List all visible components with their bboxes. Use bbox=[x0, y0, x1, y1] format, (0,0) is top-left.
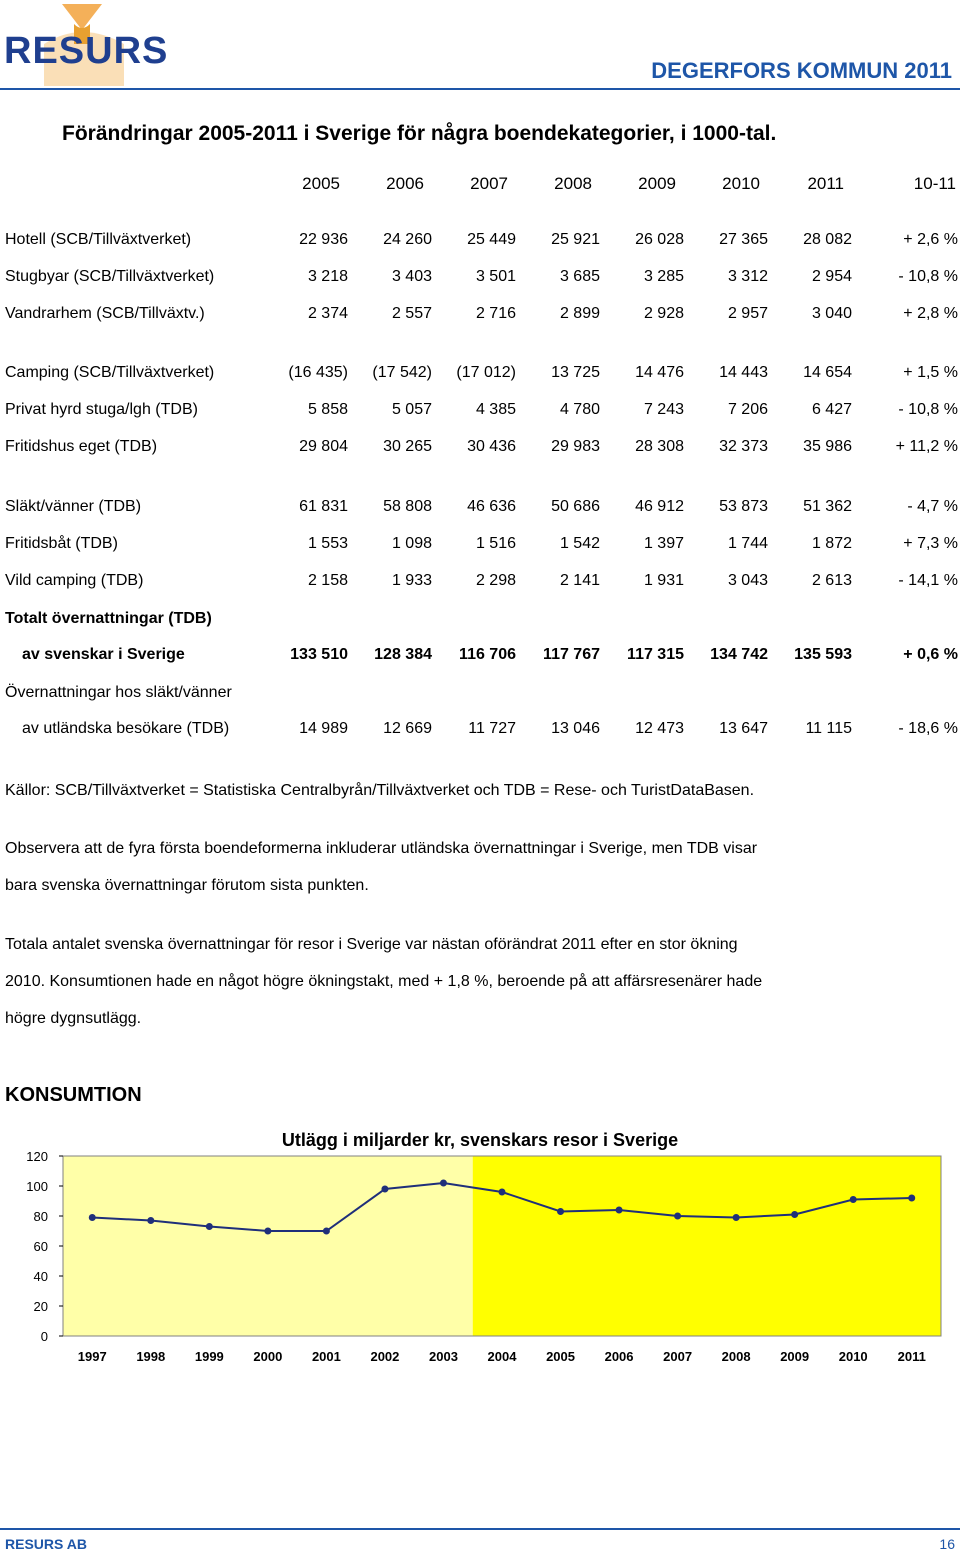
cell-value: 3 043 bbox=[727, 572, 768, 589]
cell-value: 135 593 bbox=[794, 646, 852, 663]
paragraph2-line3: högre dygnsutlägg. bbox=[5, 1010, 142, 1027]
y-tick-label: 0 bbox=[40, 1329, 48, 1344]
footer-rule bbox=[0, 1528, 960, 1530]
cell-value: 3 403 bbox=[391, 268, 432, 285]
cell-value: 51 362 bbox=[803, 498, 852, 515]
x-tick-label: 2005 bbox=[546, 1349, 575, 1364]
cell-value: 13 647 bbox=[719, 720, 768, 737]
data-point bbox=[89, 1214, 96, 1221]
page-number: 16 bbox=[939, 1536, 955, 1552]
row-label: Släkt/vänner (TDB) bbox=[5, 498, 142, 515]
x-tick-label: 2002 bbox=[370, 1349, 400, 1364]
year-header: 2010 bbox=[722, 174, 760, 193]
cell-value: 7 206 bbox=[727, 401, 768, 418]
paragraph1-line2: bara svenska övernattningar förutom sista punkten. bbox=[5, 877, 369, 894]
change-value: + 1,5 % bbox=[903, 364, 958, 381]
header-rule bbox=[0, 88, 960, 90]
cell-value: 2 957 bbox=[727, 305, 768, 322]
foreign-heading-label: Övernattningar hos släkt/vänner bbox=[5, 684, 232, 701]
data-point bbox=[264, 1228, 271, 1235]
cell-value: 2 716 bbox=[475, 305, 516, 322]
data-point bbox=[616, 1207, 623, 1214]
change-value: - 4,7 % bbox=[907, 498, 958, 515]
cell-value: 28 082 bbox=[803, 231, 852, 248]
cell-value: 1 553 bbox=[307, 535, 348, 552]
change-value: + 7,3 % bbox=[903, 535, 958, 552]
cell-value: 2 141 bbox=[559, 572, 600, 589]
year-header: 2008 bbox=[554, 174, 592, 193]
cell-value: 3 285 bbox=[643, 268, 684, 285]
cell-value: 28 308 bbox=[635, 438, 684, 455]
row-label: Fritidsbåt (TDB) bbox=[5, 535, 118, 552]
table-row bbox=[0, 268, 960, 290]
row-label: av svenskar i Sverige bbox=[22, 646, 185, 663]
cell-value: 1 397 bbox=[643, 535, 684, 552]
plot-background-left bbox=[63, 1156, 473, 1336]
cell-value: 2 557 bbox=[391, 305, 432, 322]
data-point bbox=[557, 1208, 564, 1215]
year-header: 2006 bbox=[386, 174, 424, 193]
cell-value: 6 427 bbox=[811, 401, 852, 418]
foreign-heading bbox=[0, 684, 960, 706]
table-row bbox=[0, 646, 960, 668]
total-heading bbox=[0, 610, 960, 632]
row-label: Privat hyrd stuga/lgh (TDB) bbox=[5, 401, 198, 418]
x-tick-label: 2000 bbox=[253, 1349, 283, 1364]
cell-value: 117 315 bbox=[627, 646, 684, 663]
footer-company: RESURS AB bbox=[5, 1536, 87, 1552]
cell-value: 1 744 bbox=[727, 535, 768, 552]
cell-value: 1 098 bbox=[391, 535, 432, 552]
cell-value: 3 040 bbox=[811, 305, 852, 322]
x-tick-label: 2008 bbox=[721, 1349, 751, 1364]
chart-title: Utlägg i miljarder kr, svenskars resor i Sverige bbox=[281, 1130, 679, 1150]
cell-value: 30 265 bbox=[383, 438, 432, 455]
row-label: Hotell (SCB/Tillväxtverket) bbox=[5, 231, 192, 248]
year-header: 2009 bbox=[638, 174, 676, 193]
cell-value: 134 742 bbox=[710, 646, 768, 663]
cell-value: 32 373 bbox=[719, 438, 768, 455]
paragraph2-line2: 2010. Konsumtionen hade en något högre ökningstakt, med + 1,8 %, beroende på att affärsresenärer hade bbox=[5, 973, 763, 990]
cell-value: 29 804 bbox=[299, 438, 348, 455]
cell-value: 13 725 bbox=[551, 364, 600, 381]
paragraph1-line1: Observera att de fyra första boendeformerna inkluderar utländska övernattningar i Sverige, men TDB visar bbox=[5, 840, 758, 857]
row-label: av utländska besökare (TDB) bbox=[22, 720, 230, 737]
cell-value: 3 218 bbox=[307, 268, 348, 285]
change-value: - 10,8 % bbox=[898, 401, 958, 418]
header-title: DEGERFORS KOMMUN 2011 bbox=[651, 58, 952, 83]
cell-value: 14 476 bbox=[635, 364, 684, 381]
cell-value: 35 986 bbox=[803, 438, 852, 455]
table-row bbox=[0, 720, 960, 742]
row-label: Vild camping (TDB) bbox=[5, 572, 144, 589]
cell-value: 1 933 bbox=[391, 572, 432, 589]
sources-text: Källor: SCB/Tillväxtverket = Statistiska Centralbyrån/Tillväxtverket och TDB = Rese- och TuristDataBasen. bbox=[5, 782, 755, 799]
change-value: + 2,8 % bbox=[903, 305, 958, 322]
cell-value: (17 012) bbox=[456, 364, 516, 381]
consumption-chart bbox=[0, 1120, 960, 1520]
total-heading-label: Totalt övernattningar (TDB) bbox=[5, 610, 212, 627]
table-row bbox=[0, 535, 960, 557]
row-label: Camping (SCB/Tillväxtverket) bbox=[5, 364, 215, 381]
x-tick-label: 2003 bbox=[429, 1349, 458, 1364]
cell-value: 3 685 bbox=[559, 268, 600, 285]
data-point bbox=[674, 1213, 681, 1220]
x-tick-label: 1999 bbox=[194, 1349, 224, 1364]
data-point bbox=[147, 1217, 154, 1224]
x-tick-label: 1998 bbox=[136, 1349, 166, 1364]
cell-value: 2 158 bbox=[307, 572, 348, 589]
cell-value: 12 473 bbox=[635, 720, 684, 737]
data-point bbox=[791, 1211, 798, 1218]
cell-value: 1 516 bbox=[475, 535, 516, 552]
cell-value: 2 954 bbox=[811, 268, 852, 285]
data-point bbox=[440, 1180, 447, 1187]
cell-value: 2 298 bbox=[475, 572, 516, 589]
data-point bbox=[850, 1196, 857, 1203]
data-point bbox=[206, 1223, 213, 1230]
x-tick-label: 2009 bbox=[780, 1349, 810, 1364]
cell-value: 5 057 bbox=[391, 401, 432, 418]
x-tick-label: 2010 bbox=[838, 1349, 868, 1364]
cell-value: 116 706 bbox=[459, 646, 516, 663]
plot-background-right bbox=[473, 1156, 941, 1336]
change-value: - 14,1 % bbox=[898, 572, 958, 589]
cell-value: 11 727 bbox=[468, 720, 516, 737]
x-tick-label: 2001 bbox=[311, 1349, 341, 1364]
x-tick-label: 2007 bbox=[663, 1349, 693, 1364]
cell-value: 14 654 bbox=[803, 364, 852, 381]
year-header: 2005 bbox=[302, 174, 340, 193]
cell-value: 58 808 bbox=[383, 498, 432, 515]
data-point bbox=[908, 1195, 915, 1202]
cell-value: 30 436 bbox=[467, 438, 516, 455]
cell-value: 25 921 bbox=[551, 231, 600, 248]
cell-value: 12 669 bbox=[383, 720, 432, 737]
cell-value: 2 928 bbox=[643, 305, 684, 322]
cell-value: 2 899 bbox=[559, 305, 600, 322]
cell-value: 22 936 bbox=[299, 231, 348, 248]
cell-value: 13 046 bbox=[551, 720, 600, 737]
cell-value: 25 449 bbox=[467, 231, 516, 248]
y-tick-label: 100 bbox=[26, 1179, 48, 1194]
row-label: Stugbyar (SCB/Tillväxtverket) bbox=[5, 268, 215, 285]
cell-value: 29 983 bbox=[551, 438, 600, 455]
cell-value: (16 435) bbox=[288, 364, 348, 381]
cell-value: 1 931 bbox=[643, 572, 684, 589]
y-tick-label: 120 bbox=[26, 1149, 48, 1164]
x-tick-label: 1997 bbox=[77, 1349, 107, 1364]
cell-value: 4 780 bbox=[559, 401, 600, 418]
cell-value: 2 613 bbox=[811, 572, 852, 589]
cell-value: 3 312 bbox=[727, 268, 768, 285]
change-value: - 18,6 % bbox=[898, 720, 958, 737]
cell-value: 117 767 bbox=[543, 646, 600, 663]
table-row bbox=[0, 231, 960, 253]
cell-value: 5 858 bbox=[307, 401, 348, 418]
table-row bbox=[0, 572, 960, 594]
cell-value: 50 686 bbox=[551, 498, 600, 515]
cell-value: 128 384 bbox=[374, 646, 432, 663]
y-tick-label: 80 bbox=[33, 1209, 48, 1224]
table-row bbox=[0, 498, 960, 520]
data-point bbox=[499, 1189, 506, 1196]
change-value: + 2,6 % bbox=[903, 231, 958, 248]
y-tick-label: 40 bbox=[33, 1269, 48, 1284]
cell-value: 3 501 bbox=[475, 268, 516, 285]
year-header: 2007 bbox=[470, 174, 508, 193]
x-tick-label: 2006 bbox=[604, 1349, 634, 1364]
section-heading: KONSUMTION bbox=[5, 1084, 142, 1106]
data-point bbox=[381, 1186, 388, 1193]
logo-text: RESURS bbox=[4, 30, 169, 72]
year-header: 2011 bbox=[807, 174, 844, 193]
cell-value: 1 872 bbox=[811, 535, 852, 552]
paragraph2-line1: Totala antalet svenska övernattningar för resor i Sverige var nästan oförändrat 2011 efter en stor ökning bbox=[5, 936, 738, 953]
table-row bbox=[0, 364, 960, 386]
table-row bbox=[0, 305, 960, 327]
cell-value: (17 542) bbox=[372, 364, 432, 381]
cell-value: 53 873 bbox=[719, 498, 768, 515]
cell-value: 11 115 bbox=[805, 720, 852, 737]
cell-value: 61 831 bbox=[299, 498, 348, 515]
change-value: - 10,8 % bbox=[898, 268, 958, 285]
cell-value: 7 243 bbox=[643, 401, 684, 418]
cell-value: 46 636 bbox=[467, 498, 516, 515]
cell-value: 14 443 bbox=[719, 364, 768, 381]
y-tick-label: 60 bbox=[33, 1239, 48, 1254]
cell-value: 2 374 bbox=[307, 305, 348, 322]
data-point bbox=[323, 1228, 330, 1235]
change-value: + 0,6 % bbox=[903, 646, 958, 663]
document-title: Förändringar 2005-2011 i Sverige för några boendekategorier, i 1000-tal. bbox=[62, 122, 777, 145]
cell-value: 26 028 bbox=[635, 231, 684, 248]
x-tick-label: 2011 bbox=[897, 1349, 926, 1364]
cell-value: 46 912 bbox=[635, 498, 684, 515]
data-point bbox=[733, 1214, 740, 1221]
cell-value: 24 260 bbox=[383, 231, 432, 248]
change-header: 10-11 bbox=[913, 174, 956, 193]
cell-value: 133 510 bbox=[290, 646, 348, 663]
row-label: Vandrarhem (SCB/Tillväxtv.) bbox=[5, 305, 205, 322]
cell-value: 4 385 bbox=[475, 401, 516, 418]
table-row bbox=[0, 438, 960, 460]
y-tick-label: 20 bbox=[33, 1299, 48, 1314]
cell-value: 14 989 bbox=[299, 720, 348, 737]
change-value: + 11,2 % bbox=[895, 438, 958, 455]
cell-value: 1 542 bbox=[559, 535, 600, 552]
table-row bbox=[0, 401, 960, 423]
x-tick-label: 2004 bbox=[487, 1349, 517, 1364]
row-label: Fritidshus eget (TDB) bbox=[5, 438, 158, 455]
cell-value: 27 365 bbox=[719, 231, 768, 248]
